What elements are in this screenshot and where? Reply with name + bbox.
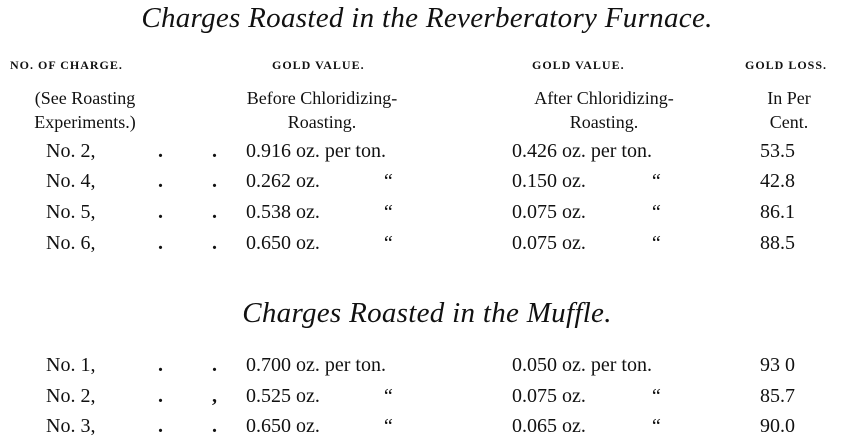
- gold-loss: 90.0: [760, 415, 795, 437]
- ditto-mark-before: “: [382, 415, 394, 437]
- header-after-sub-line2: Roasting.: [569, 112, 639, 132]
- gold-value-before: 0.700 oz. per ton.: [246, 354, 386, 376]
- gold-value-before: 0.262 oz.: [246, 170, 320, 192]
- charge-number: No. 4,: [46, 170, 96, 192]
- table-row: [0, 170, 854, 200]
- ditto-mark-before: “: [382, 385, 394, 407]
- leader-dot: .: [212, 140, 217, 162]
- leader-dot: .: [158, 232, 163, 254]
- leader-dot: .: [212, 354, 217, 376]
- ditto-mark-after: “: [650, 385, 662, 407]
- header-before-sub: [222, 86, 422, 134]
- ditto-mark-after: “: [650, 415, 662, 437]
- leader-dot: .: [158, 354, 163, 376]
- charge-number: No. 3,: [46, 415, 96, 437]
- charge-number: No. 5,: [46, 201, 96, 223]
- gold-loss: 88.5: [760, 232, 795, 254]
- gold-loss: 42.8: [760, 170, 795, 192]
- gold-value-before: 0.538 oz.: [246, 201, 320, 223]
- ditto-mark-before: “: [382, 201, 394, 223]
- leader-dot: .: [158, 385, 163, 407]
- muffle-title: Charges Roasted in the Muffle.: [242, 297, 612, 329]
- gold-value-after: 0.075 oz.: [512, 232, 586, 254]
- table-row: [0, 140, 854, 170]
- gold-value-after: 0.075 oz.: [512, 201, 586, 223]
- gold-loss: 93 0: [760, 354, 795, 376]
- header-charge-sub-line2: Experiments.): [34, 112, 136, 132]
- gold-value-after: 0.065 oz.: [512, 415, 586, 437]
- header-charge-sub: [5, 86, 165, 134]
- header-loss-sub-line1: In Per: [767, 88, 811, 108]
- leader-dot: ,: [212, 385, 217, 407]
- gold-value-before: 0.916 oz. per ton.: [246, 140, 386, 162]
- leader-dot: .: [158, 201, 163, 223]
- leader-dot: .: [212, 170, 217, 192]
- header-after: GOLD VALUE.: [532, 58, 625, 72]
- charge-number: No. 6,: [46, 232, 96, 254]
- header-after-sub-line1: After Chloridizing-: [534, 88, 674, 108]
- header-loss-sub: [744, 86, 834, 134]
- table-row: [0, 201, 854, 231]
- leader-dot: .: [158, 170, 163, 192]
- gold-loss: 86.1: [760, 201, 795, 223]
- header-loss-sub-line2: Cent.: [769, 112, 809, 132]
- ditto-mark-before: “: [382, 232, 394, 254]
- leader-dot: .: [158, 140, 163, 162]
- ditto-mark-after: “: [650, 201, 662, 223]
- gold-value-after: 0.075 oz.: [512, 385, 586, 407]
- header-loss: GOLD LOSS.: [745, 58, 828, 72]
- leader-dot: .: [212, 415, 217, 437]
- gold-value-after: 0.426 oz. per ton.: [512, 140, 652, 162]
- gold-loss: 85.7: [760, 385, 795, 407]
- header-after-sub: [504, 86, 704, 134]
- header-before-sub-line2: Roasting.: [287, 112, 357, 132]
- gold-value-before: 0.525 oz.: [246, 385, 320, 407]
- gold-value-before: 0.650 oz.: [246, 232, 320, 254]
- table-row: [0, 385, 854, 415]
- charge-number: No. 2,: [46, 140, 96, 162]
- header-before: GOLD VALUE.: [272, 58, 365, 72]
- header-before-sub-line1: Before Chloridizing-: [246, 88, 398, 108]
- gold-value-before: 0.650 oz.: [246, 415, 320, 437]
- reverberatory-title: Charges Roasted in the Reverberatory Furnace.: [141, 2, 713, 34]
- gold-value-after: 0.050 oz. per ton.: [512, 354, 652, 376]
- charge-number: No. 2,: [46, 385, 96, 407]
- header-charge: NO. OF CHARGE.: [10, 58, 123, 72]
- leader-dot: .: [212, 201, 217, 223]
- charge-number: No. 1,: [46, 354, 96, 376]
- table-row: [0, 232, 854, 262]
- gold-loss: 53.5: [760, 140, 795, 162]
- header-charge-sub-line1: (See Roasting: [34, 88, 136, 108]
- leader-dot: .: [212, 232, 217, 254]
- ditto-mark-after: “: [650, 170, 662, 192]
- table-row: [0, 415, 854, 445]
- table-row: [0, 354, 854, 384]
- gold-value-after: 0.150 oz.: [512, 170, 586, 192]
- leader-dot: .: [158, 415, 163, 437]
- ditto-mark-after: “: [650, 232, 662, 254]
- ditto-mark-before: “: [382, 170, 394, 192]
